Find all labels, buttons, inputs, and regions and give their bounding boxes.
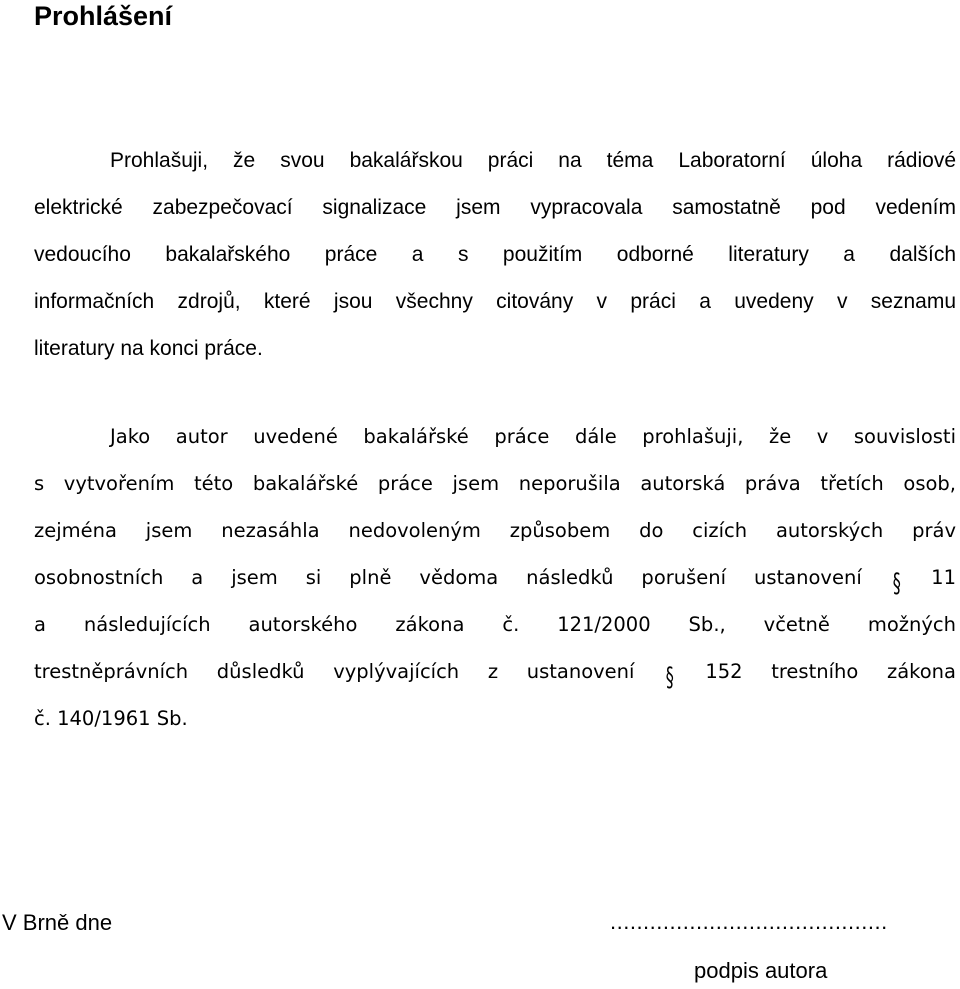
paragraph-2-line-4 — [34, 554, 956, 601]
place-date-label: V Brně dne — [2, 910, 113, 935]
declaration-paragraph-1 — [34, 137, 956, 372]
paragraph-2-line-6 — [34, 648, 956, 695]
paragraph-2-line-4-text: osobnostních a jsem si plně vědoma následků porušení ustanovení — [34, 566, 862, 589]
paragraph-2-line-7: č. 140/1961 Sb. — [34, 707, 188, 730]
paragraph-1-line-3: vedoucího bakalařského práce a s použitím odborné literatury a dalších — [34, 243, 956, 266]
paragraph-2-line-3: zejména jsem nezasáhla nedovoleným způsobem do cizích autorských práv — [34, 519, 956, 542]
paragraph-2-line-5: a následujících autorského zákona č. 121/2000 Sb., včetně možných — [34, 613, 956, 636]
paragraph-2-line-6-end: 152 trestního zákona — [705, 660, 956, 683]
declaration-paragraph-2 — [34, 413, 956, 742]
paragraph-1-line-2: elektrické zabezpečovací signalizace jsem vypracovala samostatně pod vedením — [34, 196, 956, 219]
paragraph-1-line-5: literatury na konci práce. — [34, 337, 263, 360]
section-sign: § — [892, 568, 901, 599]
paragraph-2-line-6-text: trestněprávních důsledků vyplývajících z ustanovení — [34, 660, 635, 683]
signature-line: .......................................... — [610, 909, 888, 934]
section-sign: § — [665, 662, 674, 693]
paragraph-2-line-4-number: 11 — [931, 566, 956, 589]
paragraph-1-line-1: Prohlašuji, že svou bakalářskou práci na téma Laboratorní úloha rádiové — [110, 149, 956, 172]
paragraph-1-line-4: informačních zdrojů, které jsou všechny citovány v práci a uvedeny v seznamu — [34, 290, 956, 313]
page-title: Prohlášení — [34, 1, 173, 31]
paragraph-2-line-2: s vytvořením této bakalářské práce jsem neporušila autorská práva třetích osob, — [34, 472, 956, 495]
paragraph-2-line-1: Jako autor uvedené bakalářské práce dále prohlašuji, že v souvislosti — [110, 425, 956, 448]
signature-label: podpis autora — [694, 958, 828, 983]
